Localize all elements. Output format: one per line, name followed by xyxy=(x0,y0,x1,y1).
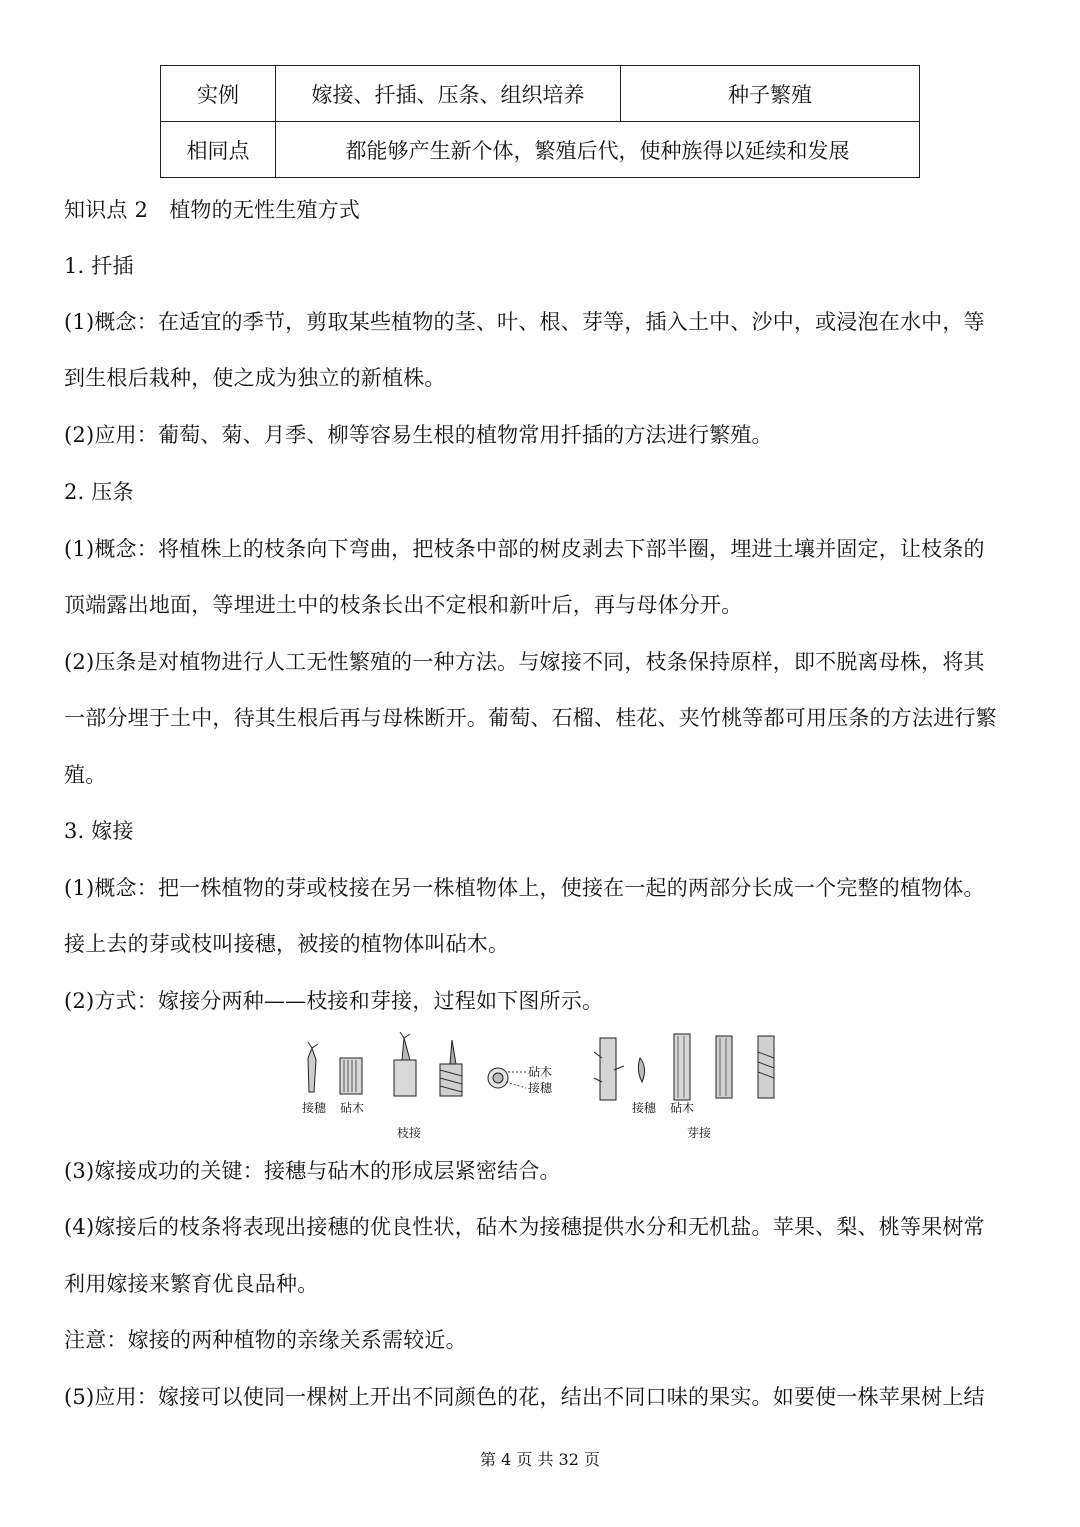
section-title: 知识点 2 植物的无性生殖方式 xyxy=(64,198,361,222)
heading-cutting: 1. 扦插 xyxy=(64,254,134,278)
table-row xyxy=(161,66,920,122)
row-header-similarity: 相同点 xyxy=(161,122,276,178)
grafting-diagram xyxy=(290,1030,790,1145)
label-stock-right: 砧木 xyxy=(670,1101,695,1115)
paragraph-line: 顶端露出地面，等埋进土中的枝条长出不定根和新叶后，再与母体分开。 xyxy=(64,593,743,617)
bud-grafting-illustration xyxy=(594,1034,774,1100)
callout-scion: 接穗 xyxy=(528,1081,553,1095)
heading-grafting: 3. 嫁接 xyxy=(64,819,134,843)
label-stock-left: 砧木 xyxy=(340,1101,365,1115)
comparison-table xyxy=(160,65,920,178)
label-scion-left: 接穗 xyxy=(302,1101,327,1115)
paragraph-line: (1)概念：将植株上的枝条向下弯曲，把枝条中部的树皮剥去下部半圈，埋进土壤并固定，让枝条的 xyxy=(64,537,985,561)
cell-asexual-examples: 嫁接、扦插、压条、组织培养 xyxy=(276,66,621,122)
branch-grafting-illustration xyxy=(308,1032,526,1096)
paragraph-line: (5)应用：嫁接可以使同一棵树上开出不同颜色的花，结出不同口味的果实。如要使一株苹果树上结 xyxy=(64,1385,985,1409)
label-scion-right: 接穗 xyxy=(632,1101,657,1115)
paragraph-line: 接上去的芽或枝叫接穗，被接的植物体叫砧木。 xyxy=(64,932,510,956)
table-row xyxy=(161,122,920,178)
paragraph-line: (3)嫁接成功的关键：接穗与砧木的形成层紧密结合。 xyxy=(64,1159,561,1183)
caption-bud-grafting: 芽接 xyxy=(687,1126,712,1140)
paragraph-line: 利用嫁接来繁育优良品种。 xyxy=(64,1272,319,1296)
paragraph-line: 到生根后栽种，使之成为独立的新植株。 xyxy=(64,366,446,390)
paragraph-line: (2)应用：葡萄、菊、月季、柳等容易生根的植物常用扦插的方法进行繁殖。 xyxy=(64,423,773,447)
paragraph-line: (1)概念：把一株植物的芽或枝接在另一株植物体上，使接在一起的两部分长成一个完整的植物体。 xyxy=(64,876,985,900)
cell-sexual-example: 种子繁殖 xyxy=(621,66,920,122)
page-number: 第 4 页 共 32 页 xyxy=(480,1450,600,1469)
heading-layering: 2. 压条 xyxy=(64,480,134,504)
callout-stock: 砧木 xyxy=(528,1065,553,1079)
paragraph-line: (4)嫁接后的枝条将表现出接穗的优良性状，砧木为接穗提供水分和无机盐。苹果、梨、桃等果树常 xyxy=(64,1215,985,1239)
paragraph-line: (2)方式：嫁接分两种——枝接和芽接，过程如下图所示。 xyxy=(64,989,604,1013)
paragraph-line: (2)压条是对植物进行人工无性繁殖的一种方法。与嫁接不同，枝条保持原样，即不脱离母株，将其 xyxy=(64,650,985,674)
paragraph-line: 殖。 xyxy=(64,763,107,787)
caption-branch-grafting: 枝接 xyxy=(397,1126,422,1140)
row-header-example: 实例 xyxy=(161,66,276,122)
paragraph-line: 一部分埋于土中，待其生根后再与母株断开。葡萄、石榴、桂花、夹竹桃等都可用压条的方法进行繁 xyxy=(64,706,997,730)
paragraph-line: (1)概念：在适宜的季节，剪取某些植物的茎、叶、根、芽等，插入土中、沙中，或浸泡在水中，等 xyxy=(64,310,985,334)
note-line: 注意：嫁接的两种植物的亲缘关系需较近。 xyxy=(64,1328,467,1352)
cell-similarity: 都能够产生新个体，繁殖后代，使种族得以延续和发展 xyxy=(276,122,920,178)
